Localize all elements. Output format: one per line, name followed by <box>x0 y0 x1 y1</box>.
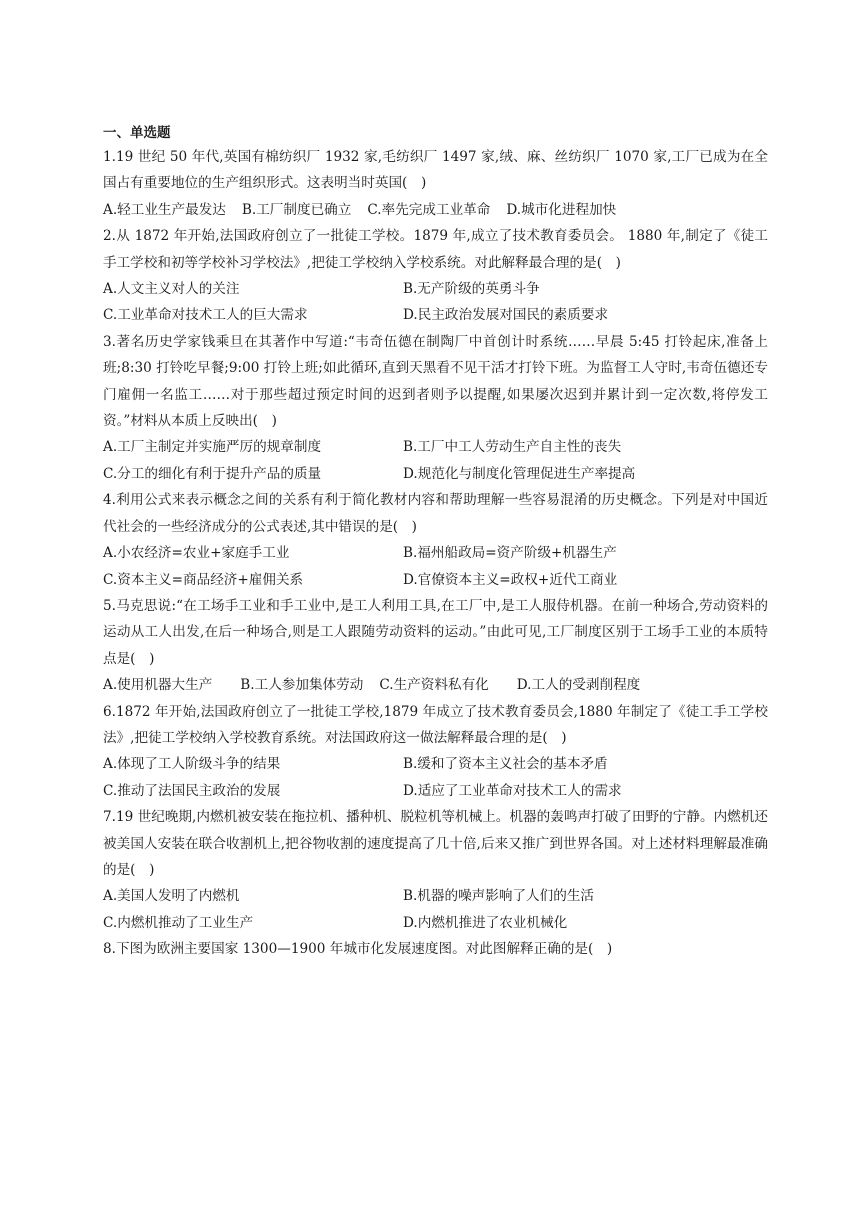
option: B.机器的噪声影响了人们的生活 <box>403 888 595 905</box>
question-stem-3: 3.著名历史学家钱乘旦在其著作中写道:“韦奇伍德在制陶厂中首创计时系统……早晨 5:45 打铃起床,准备上班;8:30 打铃吃早餐;9:00 打铃上班;如此循环,直到天黑看不见干活才打铃下班。为监督工人守时,韦奇伍德还专门雇佣一名监工……对于那些超过预定时间的迟到者则予以提醒,如果屡次迟到并累计到一定次数,将停发工资。”材料从本质上反映出( ) <box>103 333 768 430</box>
option: B.缓和了资本主义社会的基本矛盾 <box>403 756 608 773</box>
option: C.工业革命对技术工人的巨大需求 <box>103 307 308 324</box>
option: B.无产阶级的英勇斗争 <box>403 281 540 298</box>
option: D.城市化进程加快 <box>506 201 617 218</box>
option: C.生产资料私有化 <box>379 677 489 694</box>
question-list <box>103 122 768 963</box>
option: B.福州船政局=资产阶级+机器生产 <box>403 545 617 562</box>
question-stem-1: 1.19 世纪 50 年代,英国有棉纺织厂 1932 家,毛纺织厂 1497 家,绒、麻、丝纺织厂 1070 家,工厂已成为在全国占有重要地位的生产组织形式。这表明当时英国( ) <box>103 149 768 192</box>
section-title: 一、单选题 <box>103 125 171 141</box>
option: A.美国人发明了内燃机 <box>103 888 240 905</box>
options-6 <box>103 751 768 804</box>
option: A.轻工业生产最发达 <box>103 201 226 218</box>
option: A.小农经济=农业+家庭手工业 <box>103 545 290 562</box>
options-3 <box>103 434 768 487</box>
option: C.资本主义=商品经济+雇佣关系 <box>103 571 304 588</box>
option: C.率先完成工业革命 <box>367 201 491 218</box>
option: B.工人参加集体劳动 <box>240 677 364 694</box>
question-stem-5: 5.马克思说:“在工场手工业和手工业中,是工人利用工具,在工厂中,是工人服侍机器。在前一种场合,劳动资料的运动从工人出发,在后一种场合,则是工人跟随劳动资料的运动。”由此可见,工厂制度区别于工场手工业的本质特点是( ) <box>103 597 768 667</box>
option: D.官僚资本主义=政权+近代工商业 <box>403 571 618 588</box>
question-stem-2: 2.从 1872 年开始,法国政府创立了一批徒工学校。1879 年,成立了技术教育委员会。 1880 年,制定了《徒工手工学校和初等学校补习学校法》,把徒工学校纳入学校系统。对此解释最合理的是( ) <box>103 228 768 271</box>
options-4 <box>103 540 768 593</box>
option: C.内燃机推动了工业生产 <box>103 914 254 931</box>
question-stem-7: 7.19 世纪晚期,内燃机被安装在拖拉机、播种机、脱粒机等机械上。机器的轰鸣声打破了田野的宁静。内燃机还被美国人安装在联合收割机上,把谷物收割的速度提高了几十倍,后来又推广到世界各国。对上述材料理解最准确的是( ) <box>103 809 768 878</box>
option: A.体现了工人阶级斗争的结果 <box>103 756 281 773</box>
options-7 <box>103 883 768 936</box>
options-1 <box>103 197 768 223</box>
option: D.规范化与制度化管理促进生产率提高 <box>403 465 636 482</box>
options-5 <box>103 672 768 698</box>
option: B.工厂制度已确立 <box>241 201 352 218</box>
option: A.人文主义对人的关注 <box>103 281 240 298</box>
option: D.民主政治发展对国民的素质要求 <box>403 307 609 324</box>
option: C.推动了法国民主政治的发展 <box>103 782 281 799</box>
option: D.工人的受剥削程度 <box>516 677 641 694</box>
option: C.分工的细化有利于提升产品的质量 <box>103 465 322 482</box>
question-stem-4: 4.利用公式来表示概念之间的关系有利于简化教材内容和帮助理解一些容易混淆的历史概念。下列是对中国近代社会的一些经济成分的公式表述,其中错误的是( ) <box>103 492 768 535</box>
option: D.内燃机推进了农业机械化 <box>403 914 568 931</box>
question-stem-6: 6.1872 年开始,法国政府创立了一批徒工学校,1879 年成立了技术教育委员会,1880 年制定了《徒工手工学校法》,把徒工学校纳入学校教育系统。对法国政府这一做法解释最合理的是( ) <box>103 703 768 746</box>
option: A.工厂主制定并实施严厉的规章制度 <box>103 439 322 456</box>
option: D.适应了工业革命对技术工人的需求 <box>403 782 622 799</box>
option: B.工厂中工人劳动生产自主性的丧失 <box>403 439 622 456</box>
question-stem-8: 8.下图为欧洲主要国家 1300—1900 年城市化发展速度图。对此图解释正确的是( ) <box>103 941 613 958</box>
option: A.使用机器大生产 <box>103 677 213 694</box>
options-2 <box>103 276 768 329</box>
